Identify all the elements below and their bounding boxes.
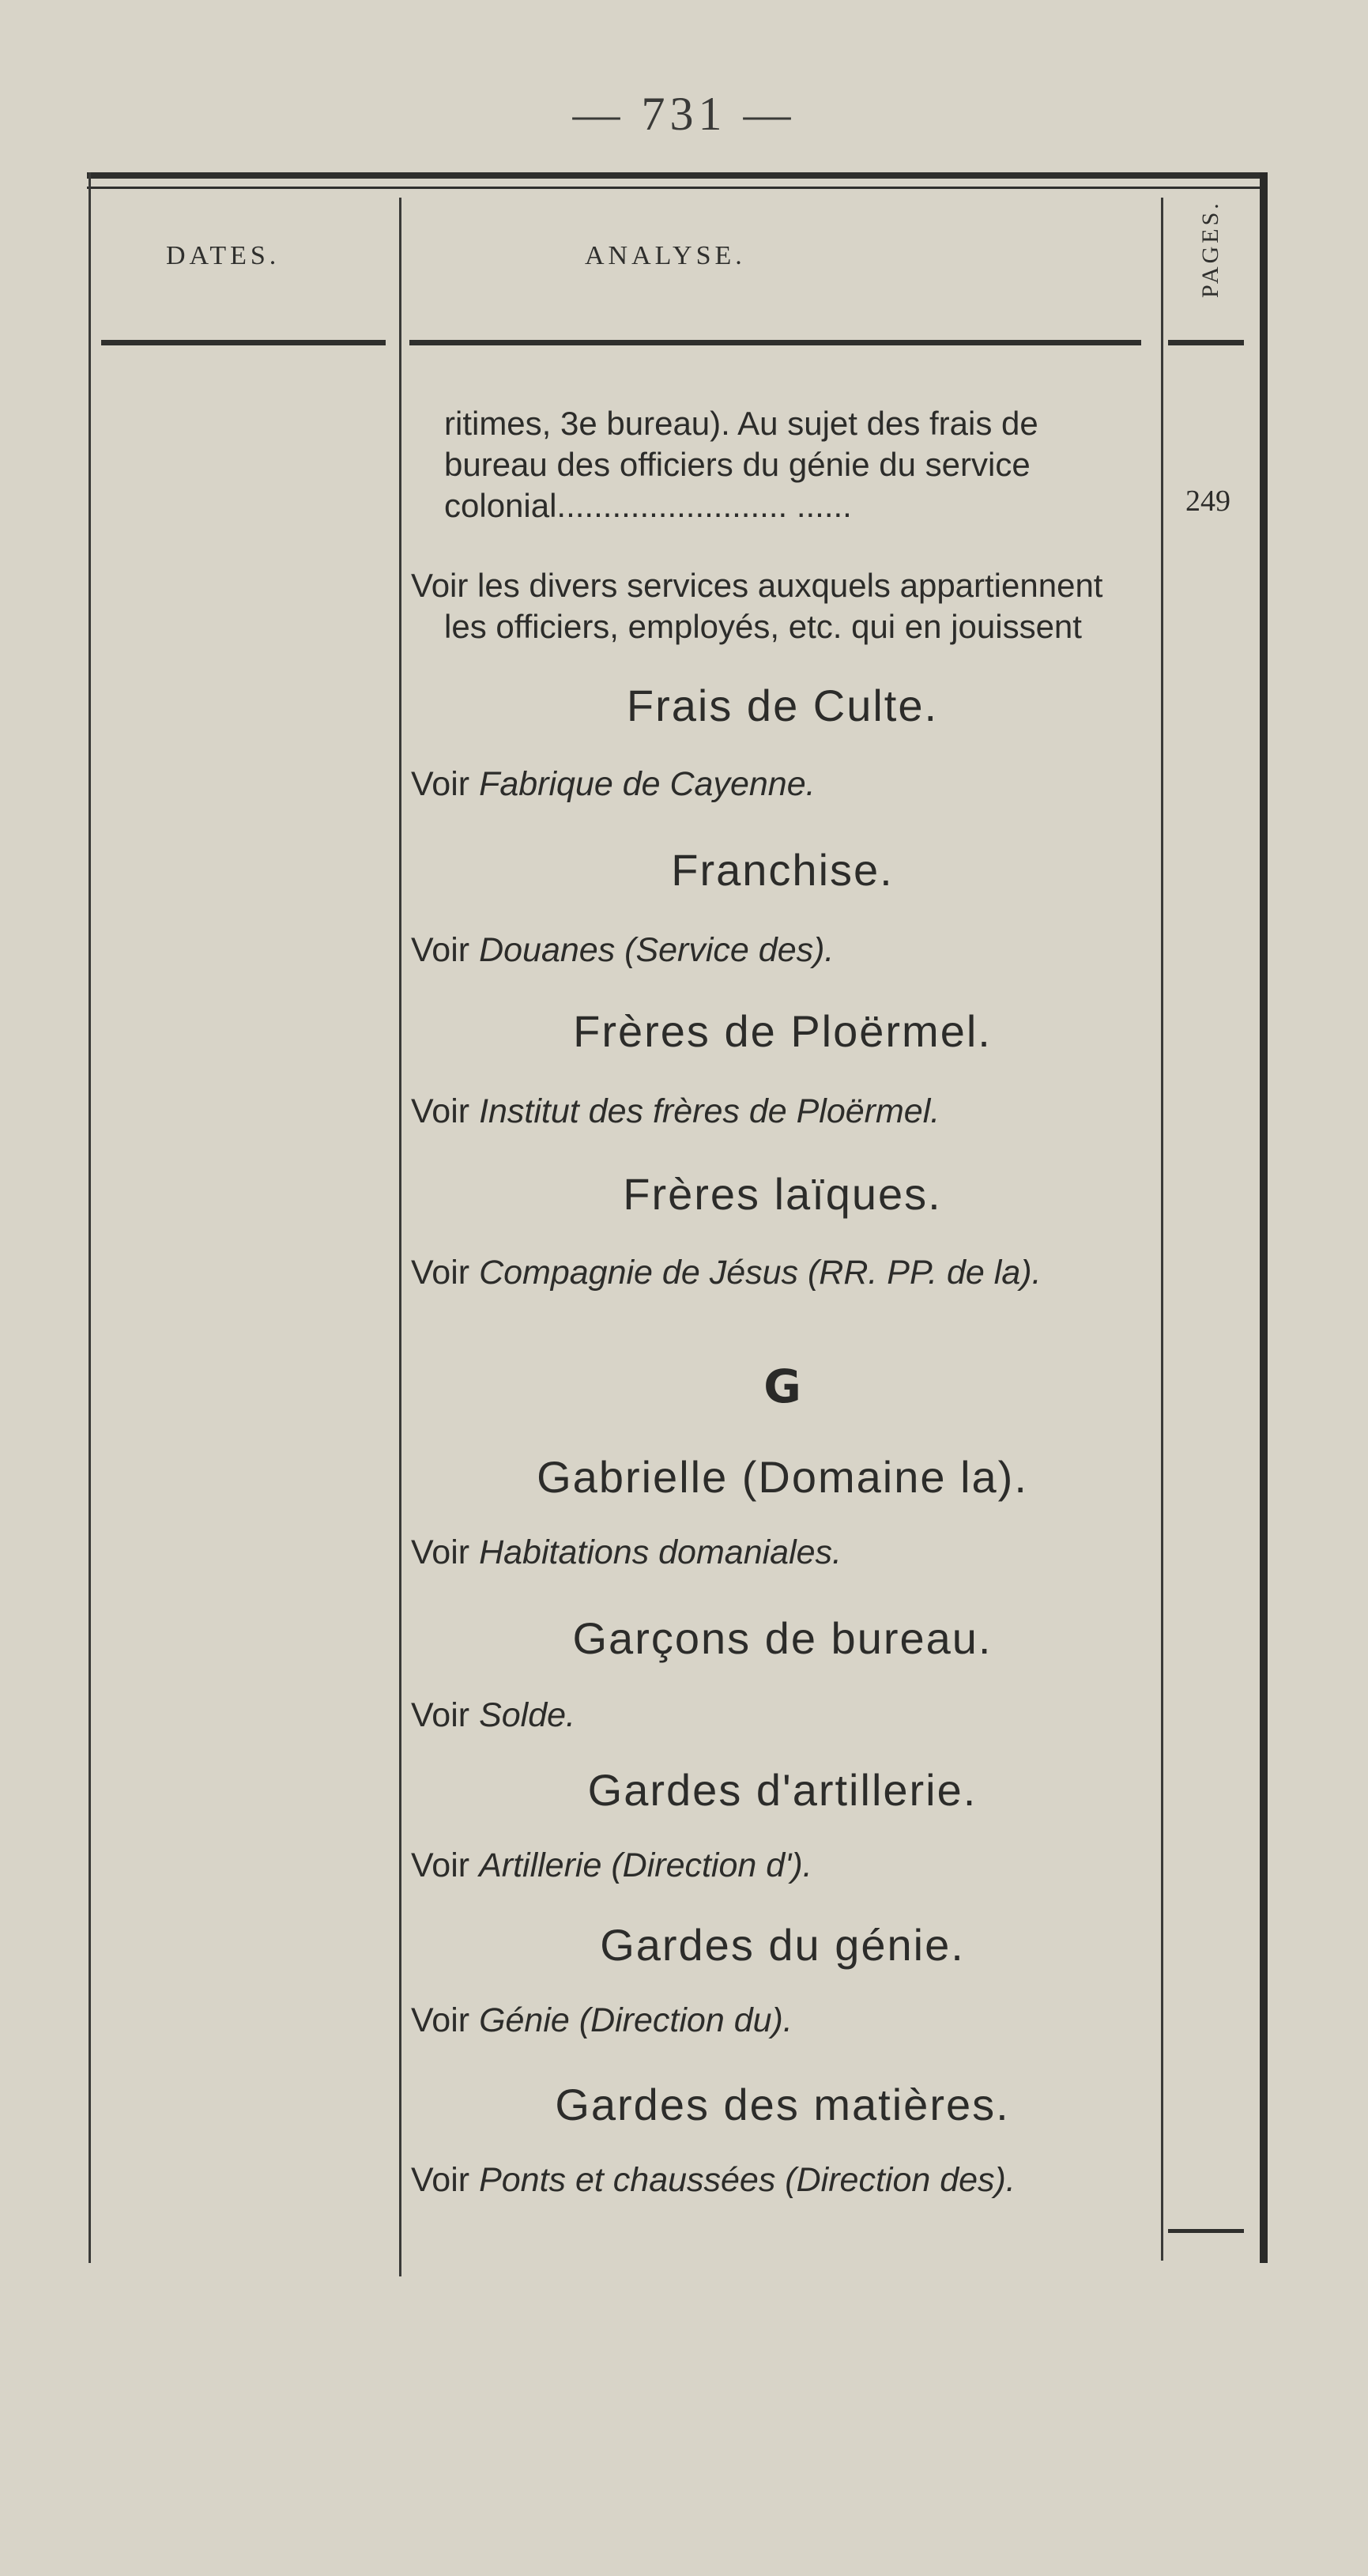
entry-continuation xyxy=(444,403,1165,526)
ref-text: Artillerie (Direction d'). xyxy=(479,1846,812,1884)
heading-franchise: Franchise. xyxy=(671,845,894,895)
ref-gardes-genie xyxy=(411,2001,793,2040)
header-pages: PAGES. xyxy=(1197,200,1223,298)
ref-text: Ponts et chaussées (Direction des). xyxy=(479,2161,1016,2199)
header-dates: DATES. xyxy=(166,241,281,270)
bottom-rule-pages xyxy=(1168,2229,1244,2233)
voir-label: Voir xyxy=(411,1092,470,1130)
column-divider-dates xyxy=(399,198,401,2276)
ref-frais-de-culte xyxy=(411,765,816,804)
heading-gardes-matieres: Gardes des matières. xyxy=(555,2080,1010,2129)
header-rule-dates xyxy=(101,340,386,345)
voir-label: Voir xyxy=(411,1254,470,1292)
ref-text: Institut des frères de Ploërmel. xyxy=(479,1092,940,1130)
section-letter-g: G xyxy=(763,1360,801,1413)
page-number: — 731 — xyxy=(572,88,796,140)
voir-divers-line1: Voir les divers services auxquels appartiennent xyxy=(411,567,1103,604)
heading-gardes-genie: Gardes du génie. xyxy=(600,1920,965,1970)
heading-garcons-de-bureau: Garçons de bureau. xyxy=(572,1613,993,1663)
ref-text: Habitations domaniales. xyxy=(479,1533,842,1571)
frame-left-rule xyxy=(89,172,91,2263)
header-rule-pages xyxy=(1168,340,1244,345)
page-reference: 249 xyxy=(1185,485,1230,518)
frame-top-rule-thin xyxy=(87,187,1264,189)
ref-freres-laiques xyxy=(411,1254,1042,1292)
ref-text: Fabrique de Cayenne. xyxy=(479,765,816,803)
entry-continuation-line2: bureau des officiers du génie du service xyxy=(444,446,1031,483)
ref-text: Douanes (Service des). xyxy=(479,931,835,969)
header-rule-analyse xyxy=(409,340,1141,345)
ref-freres-de-ploermel xyxy=(411,1092,940,1131)
entry-continuation-line3: colonial......................... ...... xyxy=(444,487,852,524)
voir-label: Voir xyxy=(411,2001,470,2039)
header-analyse: ANALYSE. xyxy=(585,241,746,270)
ref-franchise xyxy=(411,931,834,970)
ref-gardes-matieres xyxy=(411,2161,1016,2200)
heading-gardes-artillerie: Gardes d'artillerie. xyxy=(587,1765,978,1815)
frame-right-rule xyxy=(1260,172,1268,2263)
heading-gabrielle: Gabrielle (Domaine la). xyxy=(537,1452,1028,1502)
voir-label: Voir xyxy=(411,765,470,803)
heading-frais-de-culte: Frais de Culte. xyxy=(626,681,939,730)
ref-text: Solde. xyxy=(479,1696,575,1734)
voir-label: Voir xyxy=(411,931,470,969)
ref-text: Génie (Direction du). xyxy=(479,2001,793,2039)
voir-label: Voir xyxy=(411,2161,470,2199)
voir-label: Voir xyxy=(411,1846,470,1884)
frame-top-rule xyxy=(87,172,1264,179)
entry-voir-divers xyxy=(411,565,1165,647)
heading-freres-laiques: Frères laïques. xyxy=(623,1169,942,1219)
heading-freres-de-ploermel: Frères de Ploërmel. xyxy=(573,1006,992,1056)
voir-divers-line2: les officiers, employés, etc. qui en jouissent xyxy=(444,608,1082,645)
ref-garcons-de-bureau xyxy=(411,1696,575,1735)
ref-text: Compagnie de Jésus (RR. PP. de la). xyxy=(479,1254,1042,1292)
ref-gabrielle xyxy=(411,1533,842,1572)
entry-continuation-line1: ritimes, 3e bureau). Au sujet des frais de xyxy=(444,405,1038,442)
voir-label: Voir xyxy=(411,1696,470,1734)
voir-label: Voir xyxy=(411,1533,470,1571)
ref-gardes-artillerie xyxy=(411,1846,812,1885)
